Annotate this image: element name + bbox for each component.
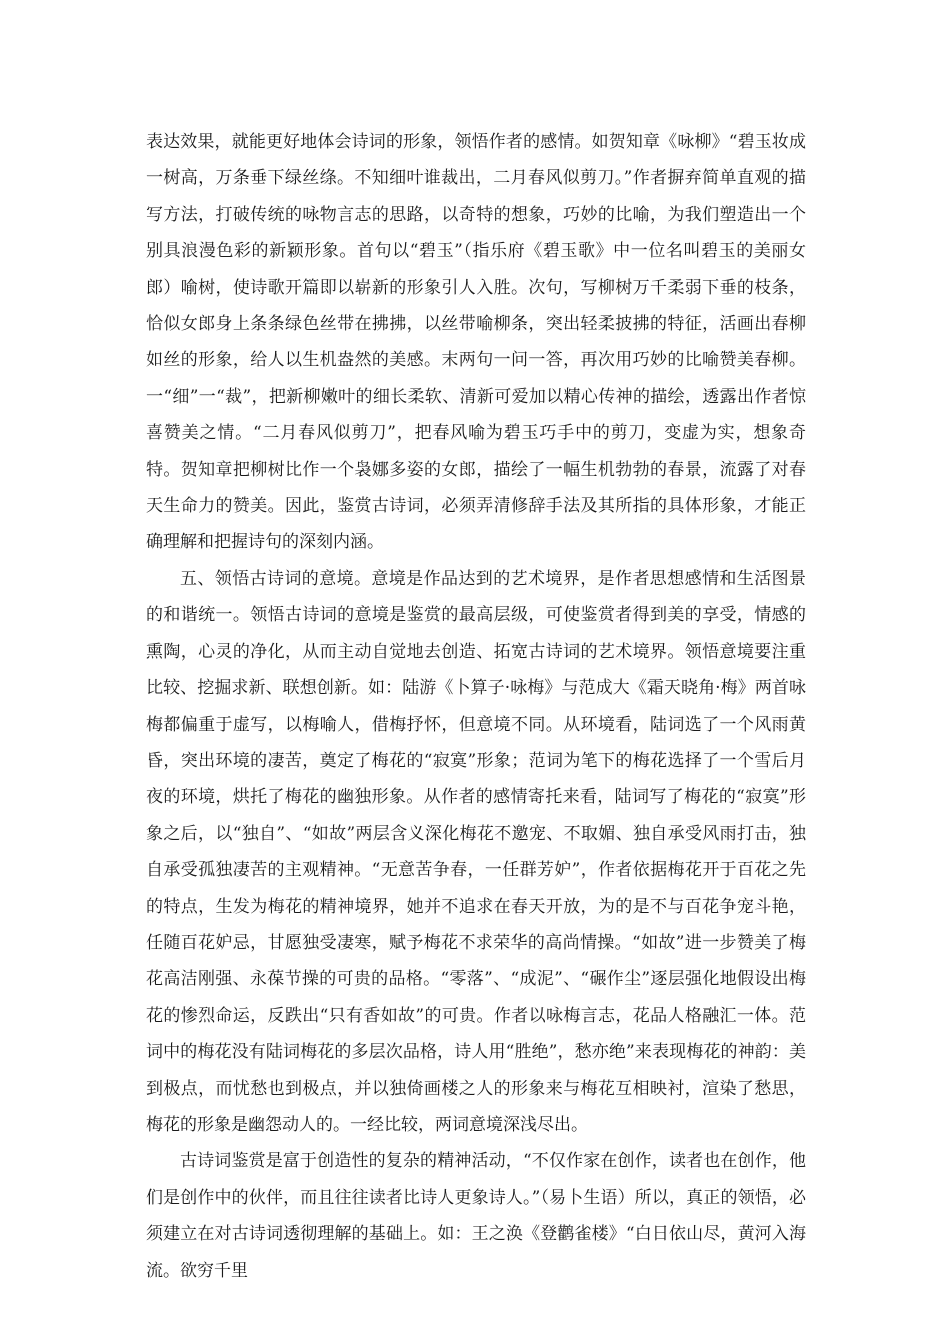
paragraph-conclusion: 古诗词鉴赏是富于创造性的复杂的精神活动，“不仅作家在创作，读者也在创作，他们是创作中的伙伴，而且往往读者比诗人更象诗人。”（易卜生语）所以，真正的领悟，必须建立在对古诗词透彻理解的基础上。如：王之涣《登鹳雀楼》“白日依山尽，黄河入海流。欲穷千里 [146, 1151, 806, 1281]
paragraph-section-five: 五、领悟古诗词的意境。意境是作品达到的艺术境界，是作者思想感情和生活图景的和谐统一。领悟古诗词的意境是鉴赏的最高层级，可使鉴赏者得到美的享受，情感的熏陶，心灵的净化，从而主动自觉地去创造、拓宽古诗词的艺术境界。领悟意境要注重比较、挖掘求新、联想创新。如：陆游《卜算子·咏梅》与范成大《霜天晓角·梅》两首咏梅都偏重于虚写，以梅喻人，借梅抒怀，但意境不同。从环境看，陆词选了一个风雨黄昏，突出环境的凄苦，奠定了梅花的“寂寞”形象；范词为笔下的梅花选择了一个雪后月夜的环境，烘托了梅花的幽独形象。从作者的感情寄托来看，陆词写了梅花的“寂寞”形象之后，以“独自”、“如故”两层含义深化梅花不邀宠、不取媚、独自承受风雨打击，独自承受孤独凄苦的主观精神。“无意苦争春，一任群芳妒”，作者依据梅花开于百花之先的特点，生发为梅花的精神境界，她并不追求在春天开放，为的是不与百花争宠斗艳，任随百花妒忌，甘愿独受凄寒，赋予梅花不求荣华的高尚情操。“如故”进一步赞美了梅花高洁刚强、永葆节操的可贵的品格。“零落”、“成泥”、“碾作尘”逐层强化地假设出梅花的惨烈命运，反跌出“只有香如故”的可贵。作者以咏梅言志，花品人格融汇一体。范词中的梅花没有陆词梅花的多层次品格，诗人用“胜绝”，愁亦绝”来表现梅花的神韵：美到极点，而忧愁也到极点，并以独倚画楼之人的形象来与梅花互相映衬，渲染了愁思，梅花的形象是幽怨动人的。一经比较，两词意境深浅尽出。 [146, 568, 806, 1135]
paragraph-continuation: 表达效果，就能更好地体会诗词的形象，领悟作者的感情。如贺知章《咏柳》“碧玉妆成一树高，万条垂下绿丝绦。不知细叶谁裁出，二月春风似剪刀。”作者摒弃简单直观的描写方法，打破传统的咏物言志的思路，以奇特的想象，巧妙的比喻，为我们塑造出一个别具浪漫色彩的新颖形象。首句以“碧玉”（指乐府《碧玉歌》中一位名叫碧玉的美丽女郎）喻树，使诗歌开篇即以崭新的形象引人入胜。次句，写柳树万千柔弱下垂的枝条，恰似女郎身上条条绿色丝带在拂拂，以丝带喻柳条，突出轻柔披拂的特征，活画出春柳如丝的形象，给人以生机盎然的美感。末两句一问一答，再次用巧妙的比喻赞美春柳。一“细”一“裁”，把新柳嫩叶的细长柔软、清新可爱加以精心传神的描绘，透露出作者惊喜赞美之情。“二月春风似剪刀”，把春风喻为碧玉巧手中的剪刀，变虚为实，想象奇特。贺知章把柳树比作一个袅娜多姿的女郎，描绘了一幅生机勃勃的春景，流露了对春天生命力的赞美。因此，鉴赏古诗词，必须弄清修辞手法及其所指的具体形象，才能正确理解和把握诗句的深刻内涵。 [146, 132, 806, 553]
document-body [146, 124, 806, 1289]
